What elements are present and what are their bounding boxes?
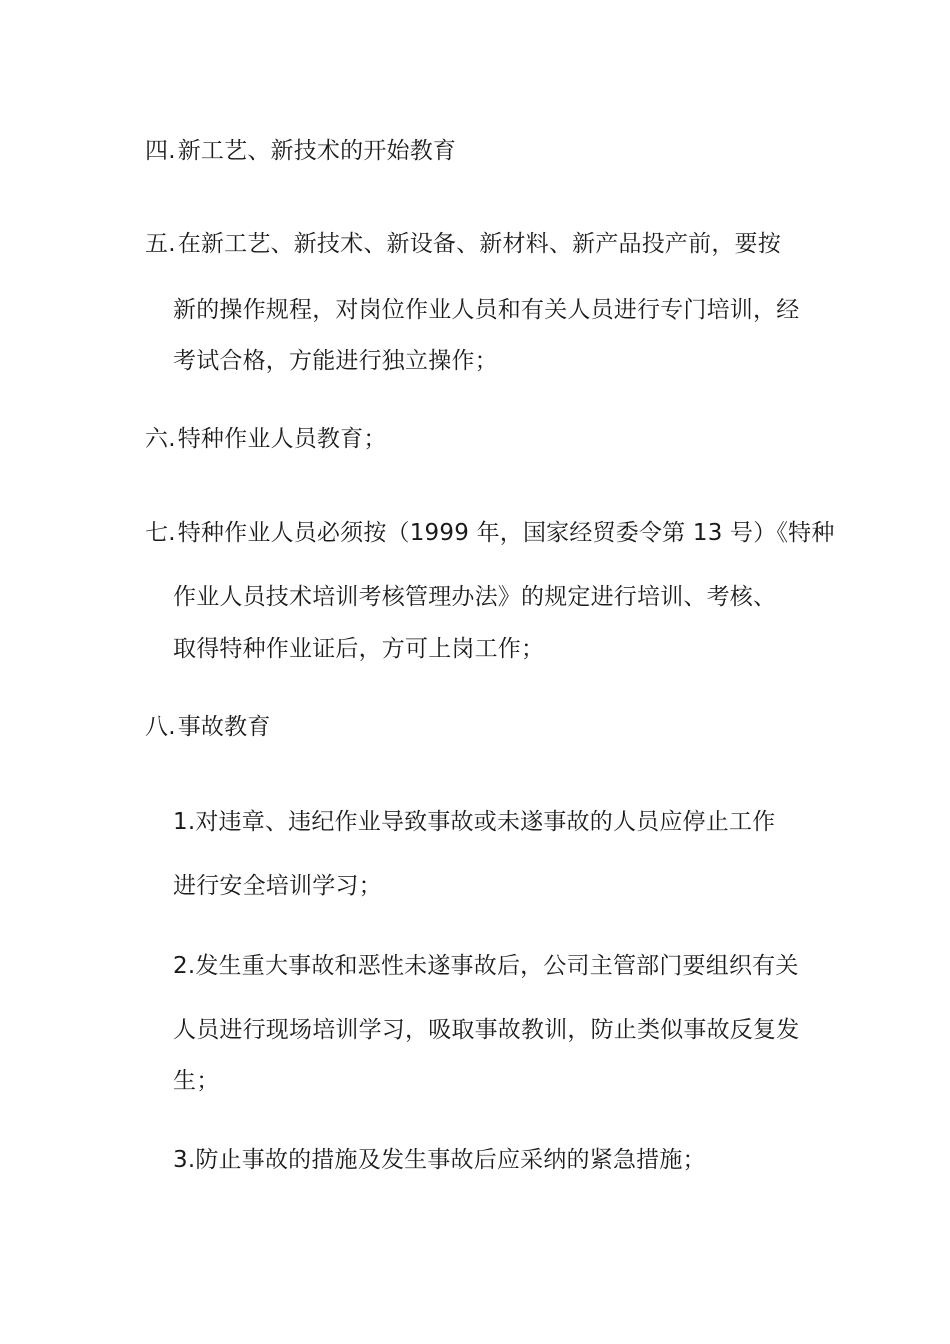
section-8-heading xyxy=(145,712,271,742)
section-text: 在新工艺、新技术、新设备、新材料、新产品投产前，要按 xyxy=(177,231,781,257)
section-5-line-2: 新的操作规程，对岗位作业人员和有关人员进行专门培训，经 xyxy=(173,297,800,323)
section-6-heading xyxy=(145,424,387,454)
section-7-line-3: 取得特种作业证后，方可上岗工作； xyxy=(173,636,545,662)
item-3-line-1: 3.防止事故的措施及发生事故后应采纳的紧急措施； xyxy=(173,1147,706,1173)
item-2-line-2: 人员进行现场培训学习，吸取事故教训，防止类似事故反复发 xyxy=(173,1017,800,1043)
section-number: 六. xyxy=(145,426,176,452)
section-5-line-3: 考试合格，方能进行独立操作； xyxy=(173,348,498,374)
section-5-line-1 xyxy=(145,229,781,259)
item-1-line-1: 1.对违章、违纪作业导致事故或未遂事故的人员应停止工作 xyxy=(173,809,776,835)
section-number: 八. xyxy=(145,714,176,740)
section-7-line-2: 作业人员技术培训考核管理办法》的规定进行培训、考核、 xyxy=(173,584,777,610)
section-number: 四. xyxy=(145,138,176,164)
item-2-line-3: 生； xyxy=(173,1068,220,1094)
section-number: 七. xyxy=(145,520,176,546)
item-1-line-2: 进行安全培训学习； xyxy=(173,873,382,899)
section-4-heading xyxy=(145,136,456,166)
section-text: 特种作业人员必须按（1999 年，国家经贸委令第 13 号）《特种 xyxy=(177,520,835,546)
section-number: 五. xyxy=(145,231,176,257)
section-text: 事故教育 xyxy=(177,714,271,740)
section-7-line-1 xyxy=(145,518,835,548)
section-text: 新工艺、新技术的开始教育 xyxy=(177,138,457,164)
section-text: 特种作业人员教育； xyxy=(177,426,387,452)
item-2-line-1: 2.发生重大事故和恶性未遂事故后，公司主管部门要组织有关 xyxy=(173,953,799,979)
